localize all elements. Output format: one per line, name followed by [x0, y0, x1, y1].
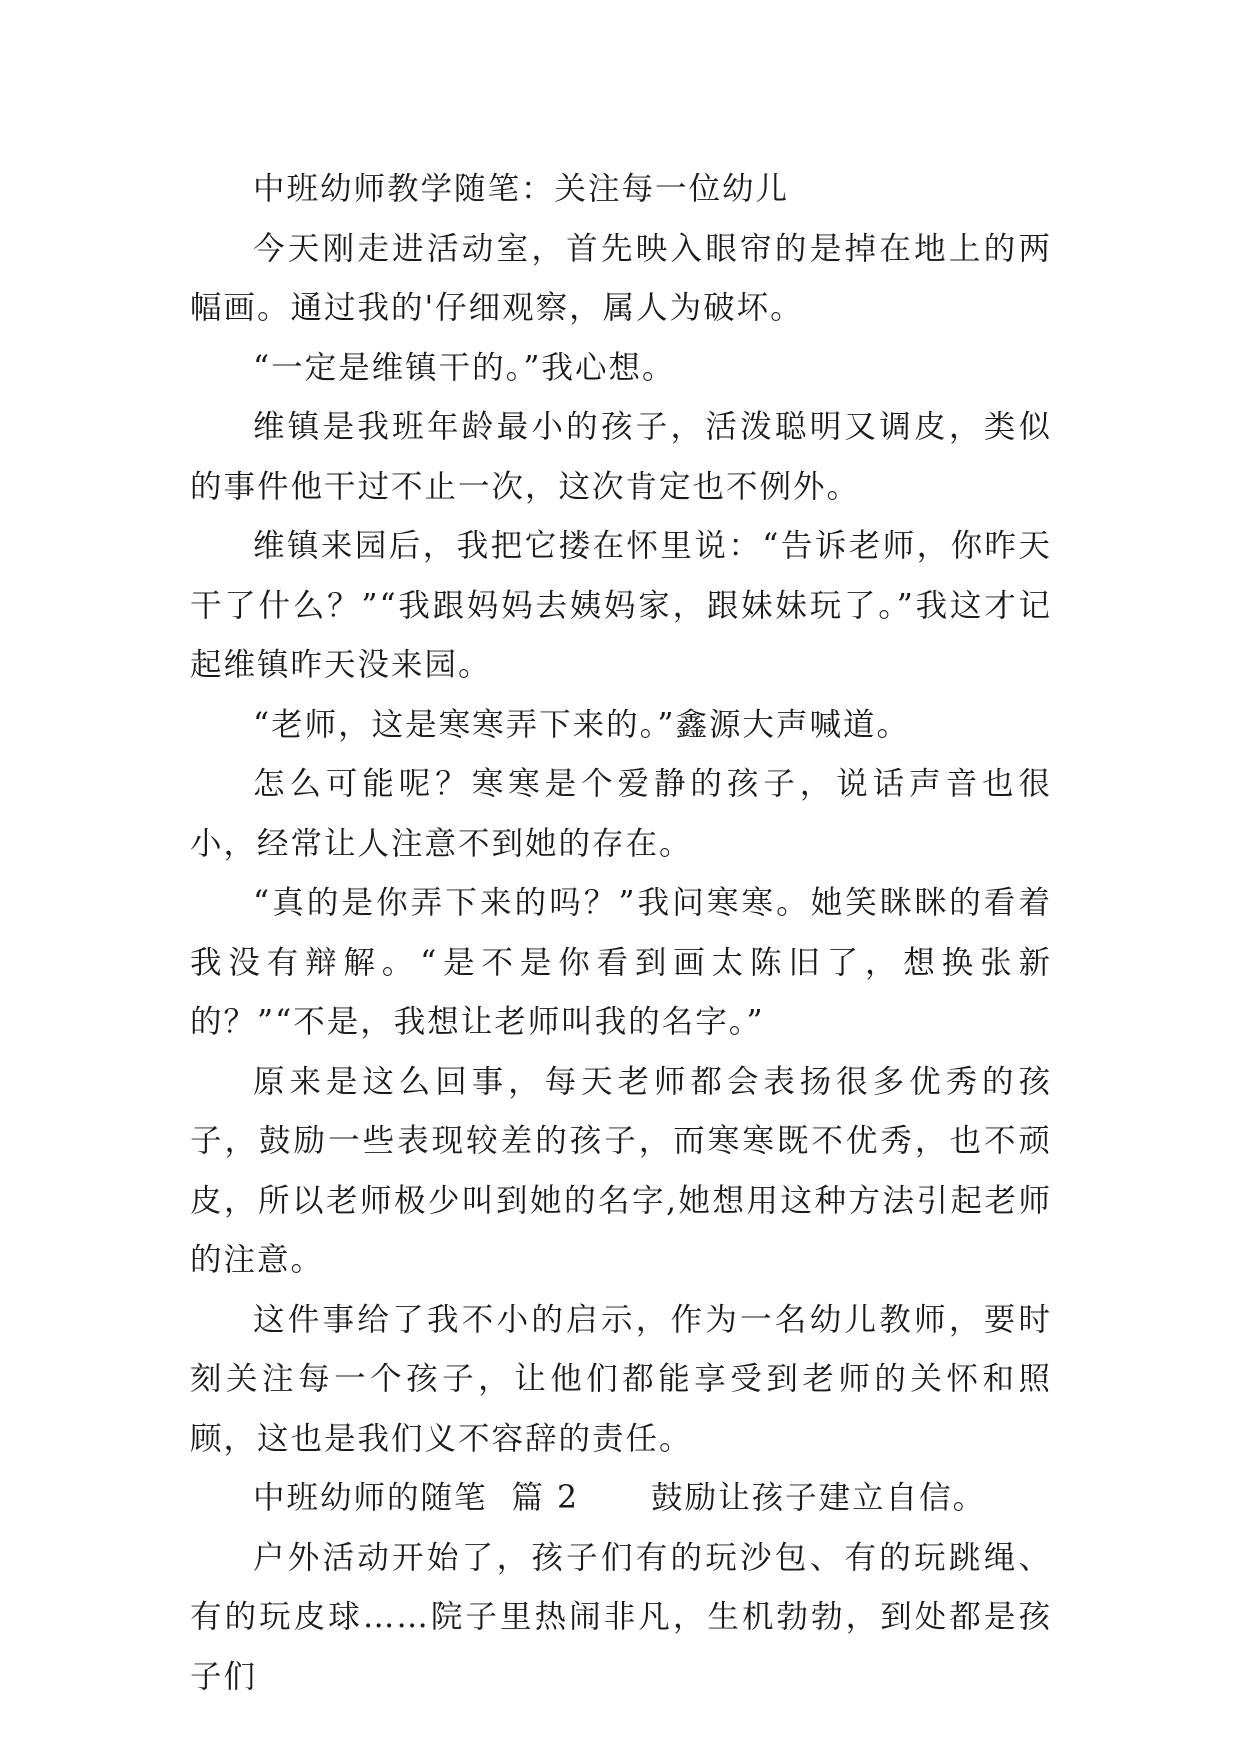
- article-title: 中班幼师教学随笔：关注每一位幼儿: [253, 171, 790, 207]
- paragraph: 户外活动开始了，孩子们有的玩沙包、有的玩跳绳、有的玩皮球……院子里热闹非凡，生机勃勃，到处都是孩子们: [190, 1539, 1052, 1695]
- paragraph: 这件事给了我不小的启示，作为一名幼儿教师，要时刻关注每一个孩子，让他们都能享受到老师的关怀和照顾，这也是我们义不容辞的责任。: [190, 1301, 1052, 1457]
- paragraph: 今天刚走进活动室，首先映入眼帘的是掉在地上的两幅画。通过我的'仔细观察，属人为破坏。: [190, 230, 1052, 326]
- section-heading: 中班幼师的随笔 篇 2 鼓励让孩子建立自信。: [253, 1480, 987, 1516]
- paragraph: “一定是维镇干的。”我心想。: [253, 349, 676, 386]
- paragraph: “真的是你弄下来的吗？”我问寒寒。她笑眯眯的看着我没有辩解。“是不是你看到画太陈旧了，想换张新的？”“不是，我想让老师叫我的名字。”: [190, 885, 1052, 1040]
- paragraph: 维镇来园后，我把它搂在怀里说：“告诉老师，你昨天干了什么？”“我跟妈妈去姨妈家，跟妹妹玩了。”我这才记起维镇昨天没来园。: [190, 528, 1052, 683]
- paragraph: 维镇是我班年龄最小的孩子，活泼聪明又调皮，类似的事件他干过不止一次，这次肯定也不例外。: [190, 409, 1052, 505]
- document-body: [190, 160, 1052, 1707]
- paragraph: 怎么可能呢？寒寒是个爱静的孩子，说话声音也很小，经常让人注意不到她的存在。: [190, 766, 1052, 862]
- paragraph: “老师，这是寒寒弄下来的。”鑫源大声喊道。: [253, 706, 910, 743]
- paragraph: 原来是这么回事，每天老师都会表扬很多优秀的孩子，鼓励一些表现较差的孩子，而寒寒既不优秀，也不顽皮，所以老师极少叫到她的名字,她想用这种方法引起老师的注意。: [190, 1063, 1052, 1278]
